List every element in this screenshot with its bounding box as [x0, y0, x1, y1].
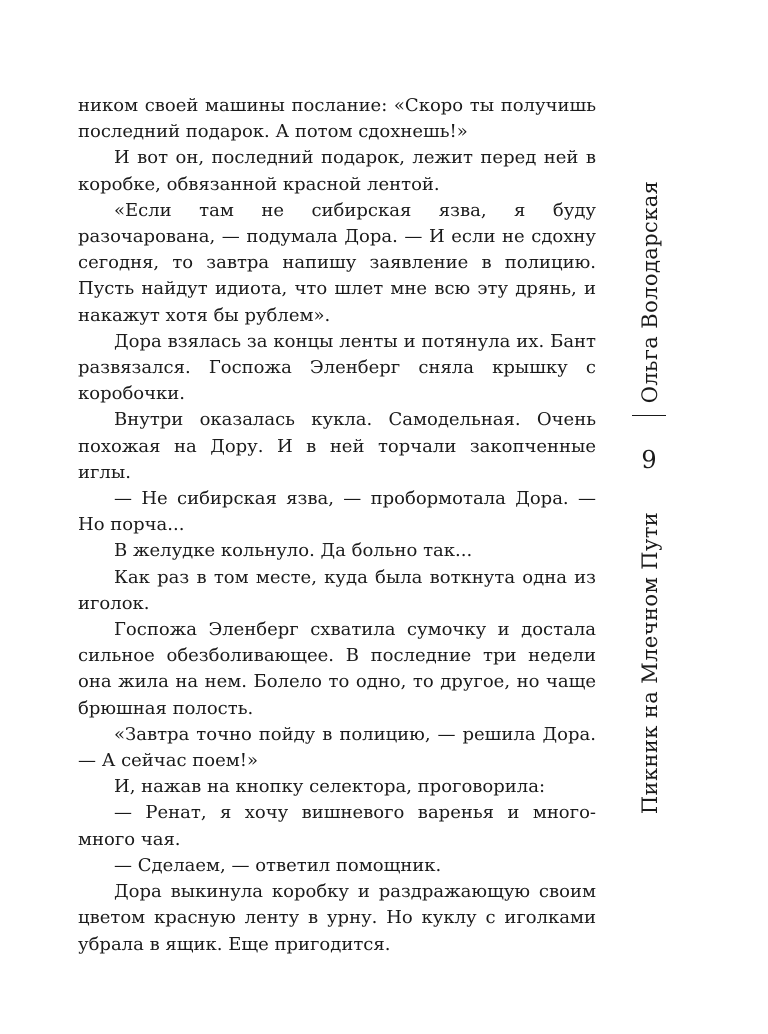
running-head-title — [630, 505, 670, 820]
paragraph-14: Дора выкинула коробку и раздражающую своим цветом красную ленту в урну. Но куклу с иголками убрала в ящик. Еще пригодится. — [78, 881, 596, 955]
paragraph-10: «Завтра точно пойду в полицию, — решила Дора. — А сейчас поем!» — [78, 723, 596, 772]
paragraph-11: И, нажав на кнопку селектора, проговорила: — [114, 776, 546, 798]
running-head-author — [630, 180, 670, 403]
paragraph-13: — Сделаем, — ответил помощник. — [114, 854, 442, 876]
author-name: Ольга Володарская — [638, 180, 662, 403]
paragraph-1: ником своей машины послание: «Скоро ты получишь последний подарок. А потом сдохнешь!» — [78, 95, 596, 143]
page-number: 9 — [641, 446, 657, 474]
running-head-divider — [632, 415, 666, 416]
paragraph-12: — Ренат, я хочу вишневого варенья и много-много чая. — [78, 802, 596, 850]
paragraph-9: Госпожа Эленберг схватила сумочку и достала сильное обезболивающее. В последние три недели она жила на нем. Болело то одно, то другое, но чаще брюшная полость. — [78, 619, 596, 719]
paragraph-8: Как раз в том месте, куда была воткнута одна из иголок. — [78, 566, 596, 614]
paragraph-7: В желудке кольнуло. Да больно так... — [114, 540, 473, 562]
paragraph-4: Дора взялась за концы ленты и потянула их. Бант развязался. Госпожа Эленберг сняла крышку с коробочки. — [78, 330, 596, 405]
paragraph-6: — Не сибирская язва, — пробормотала Дора. — Но порча... — [78, 488, 596, 536]
paragraph-2: И вот он, последний подарок, лежит перед ней в коробке, обвязанной красной лентой. — [78, 147, 596, 195]
body-text — [78, 93, 596, 958]
book-title: Пикник на Млечном Пути — [638, 511, 662, 814]
paragraph-5: Внутри оказалась кукла. Самодельная. Очень похожая на Дору. И в ней торчали закопченные иглы. — [78, 409, 596, 483]
paragraph-3: «Если там не сибирская язва, я буду разочарована, — подумала Дора. — И если не сдохну сегодня, то завтра напишу заявление в полицию. Пусть найдут идиота, что шлет мне всю эту дрянь, и накажут хотя бы рублем». — [78, 199, 596, 326]
